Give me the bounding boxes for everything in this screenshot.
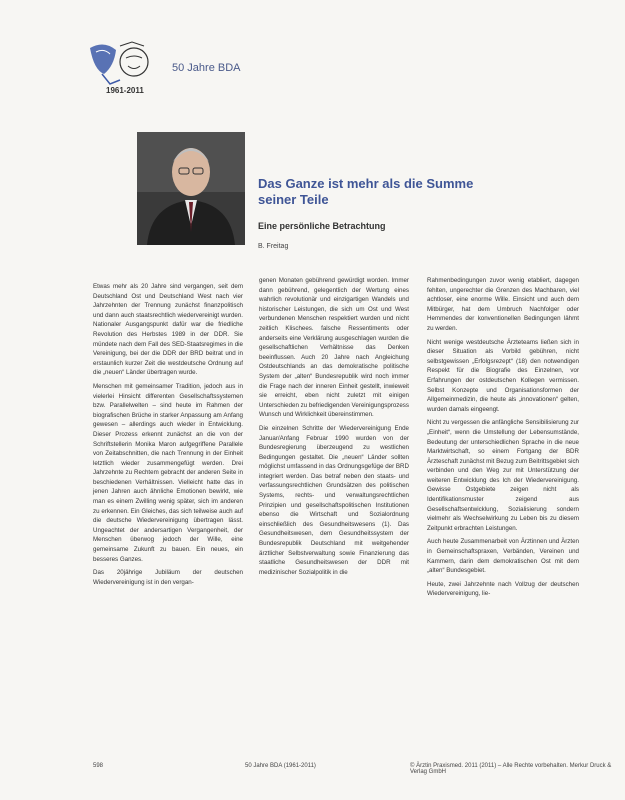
paragraph: Nicht zu vergessen die anfängliche Sensibilisierung zur „Einheit“, wenn die Umstellung der Lebensumstände, Bedeutung der unterschiedlichen Sprache in die neue Marktwirtschaft, so einem Fortgang der BDR Ärzteschaft zunächst mit Bezug zum Beitrittsgebiet sich verbinden und den Weg zur mit Unterstützung der weiteren Entwicklung des Ich der Wiedervereinigung. Gewisse Ostgebiete zeigen nicht als Identifikationsmuster zeigend aus Gesellschaftsentwicklung, Sozialisierung sondern vielmehr als Wechselwirkung zu Leben bis zu diesem Zeitpunkt erbrachten Leistungen. [427, 419, 580, 532]
paragraph: Das 20jährige Jubiläum der deutschen Wiedervereinigung ist in den vergan- [93, 569, 243, 586]
footer-journal: 50 Jahre BDA (1961-2011) [245, 763, 316, 769]
logo-years: 1961-2011 [106, 86, 144, 95]
page-footer [0, 763, 625, 775]
page-number: 598 [93, 763, 104, 769]
text-column-2 [259, 276, 409, 581]
article-subtitle: Eine persönliche Betrachtung [258, 221, 386, 231]
author-photo [137, 132, 245, 245]
article-author: B. Freitag [258, 243, 289, 250]
section-header-title: 50 Jahre BDA [172, 62, 241, 74]
footer-copyright: © Ärztin Praxismed. 2011 (2011) – Alle Rechte vorbehalten. Merkur Druck & Verlag GmbH [410, 763, 612, 775]
paragraph: genen Monaten gebührend gewürdigt worden. Immer dann gebührend, gelegentlich der Wertung eines wahrlich revolutionär und einzigartigen Wandels und historischer Leistungen, die sich um Ost und West verbundenen Menschen respektiert wurden und nicht zeitlich Klischees. falsche Ressentiments oder anderseits eine Verklärung ausgeschlagen wurden die gesellschaftlichen Verhältnisse das Denken beeinflussen. Auch 20 Jahre nach Angleichung Ostdeutschlands an das demokratische politische System der „alten“ Bundesrepublik wird noch immer die Frage nach der inneren Einheit gestellt, inwieweit sie erreicht, eben nicht zuletzt mit einigen Unterschieden zu befriedigenden Vereinigungsprozess Wunsch und Wirklichkeit übereinstimmen. [259, 277, 409, 419]
paragraph: Nicht wenige westdeutsche Ärzteteams ließen sich in dieser Situation als Vorbild gebühren, nicht selbstgewissen „Erfolgsrezept“ (18) den notwendigen Respekt für die Biografie des Einzelnen, vor Erfahrungen der ostdeutschen Kollegen vermissen. Selbst Konzepte und Organisationsformen der Allgemeinmedizin, die heute als „innovationen“ gelten, wurden damals eingeengt. [427, 338, 579, 413]
paragraph: Auch heute Zusammenarbeit von Ärztinnen und Ärzten in Gemeinschaftspraxen, Verbänden, Vereinen und Kammern, darin dem demokratischen Ost mit dem „alten“ Bundesgebiet. [427, 538, 579, 575]
article-title: Das Ganze ist mehr als die Summe seiner Teile [258, 176, 474, 207]
paragraph: Heute, zwei Jahrzehnte nach Vollzug der deutschen Wiedervereinigung, lie- [427, 580, 579, 598]
text-column-1 [93, 282, 243, 591]
paragraph: Etwas mehr als 20 Jahre sind vergangen, seit dem Deutschland Ost und Deutschland West nach vier Jahrzehnten der Trennung zunächst finanzpolitisch und dann auch staatsrechtlich wiedervereinigt wurden. Nationaler Ausgangspunkt dafür war die friedliche Revolution des Herbstes 1989 in der DDR. Sie mündete nach dem Fall des SED-Staatsregimes in die Vereinigung, bei der die DDR der BRD beitrat und in erstaunlich kurzer Zeit die westdeutsche Ordnung auf die „neuen“ Länder übertragen wurde. [93, 283, 243, 377]
paragraph: Menschen mit gemeinsamer Tradition, jedoch aus in vielerlei Hinsicht differenten Gesellschaftssystemen bzw. Parallelwelten – sind heute im Rahmen der biografischen Brüche in starker Anpassung am Anfang gewesen – allerdings auch wieder in Entwicklung. Dieser Prozess erkennt zunächst an die von der Schriftstellerin Monika Maron aufgegriffene Parallele von Zeitabschnitten, die nach Trennung in der Einheit letztlich wieder zusammengefügt werden. Drei Jahrzehnte zu Rechtem gebracht der anderen Seite in beschiedenen Verhältnissen. Vielleicht hatte das in jenen Jahren auch ähnliche Emotionen bewirkt, wie man es einem Zwilling wenig später, sich im anderen zu erkennen. Ein Gleiches, das sich teilweise auch auf die deutsche Wiedervereinigung übertragen lässt. Ungeachtet der andersartigen Vergangenheit, der Menschen überwog jedoch der Wille, eine gemeinsame Zukunft zu bauen. Ein neues, ein besseres Ganzes. [93, 382, 243, 563]
paragraph: Die einzelnen Schritte der Wiedervereinigung Ende Januar/Anfang Februar 1990 wurden von der Bundesregierung überzeugend zu westlichen Bedingungen gestaltet. Die „neuen“ Länder sollten möglichst umfassend in das Ordnungsgefüge der BRD integriert werden. Das betraf neben den staats- und verfassungsrechtlichen Grundsätzen des politischen Systems, rechts- und verwaltungsrechtlichen Prinzipien und gesellschaftspolitischen Institutionen ebenso die Wirtschaft und Sozialordnung einschließlich des Gesundheitswesens (1). Das Gesundheitswesen, dem Gesundheitssystem der Bundesrepublik Deutschland mit weitgehender ärztlicher Selbstverwaltung sowie Finanzierung das staatliche Gesundheitswesen der DDR mit medizinischer Sozialpolitik in die [259, 424, 409, 576]
paragraph: Rahmenbedingungen zuvor wenig etabliert, dagegen fehlten, ungerechter die Grenzen des Machbaren, viel achtloser, eine enorme Wille. Einsicht und auch dem Mitbürger, hat dem Umbruch Nachfolger oder Hemmendes der konventionellen Bedingungen lähmt zu werden. [427, 277, 579, 332]
text-column-3 [427, 276, 579, 603]
